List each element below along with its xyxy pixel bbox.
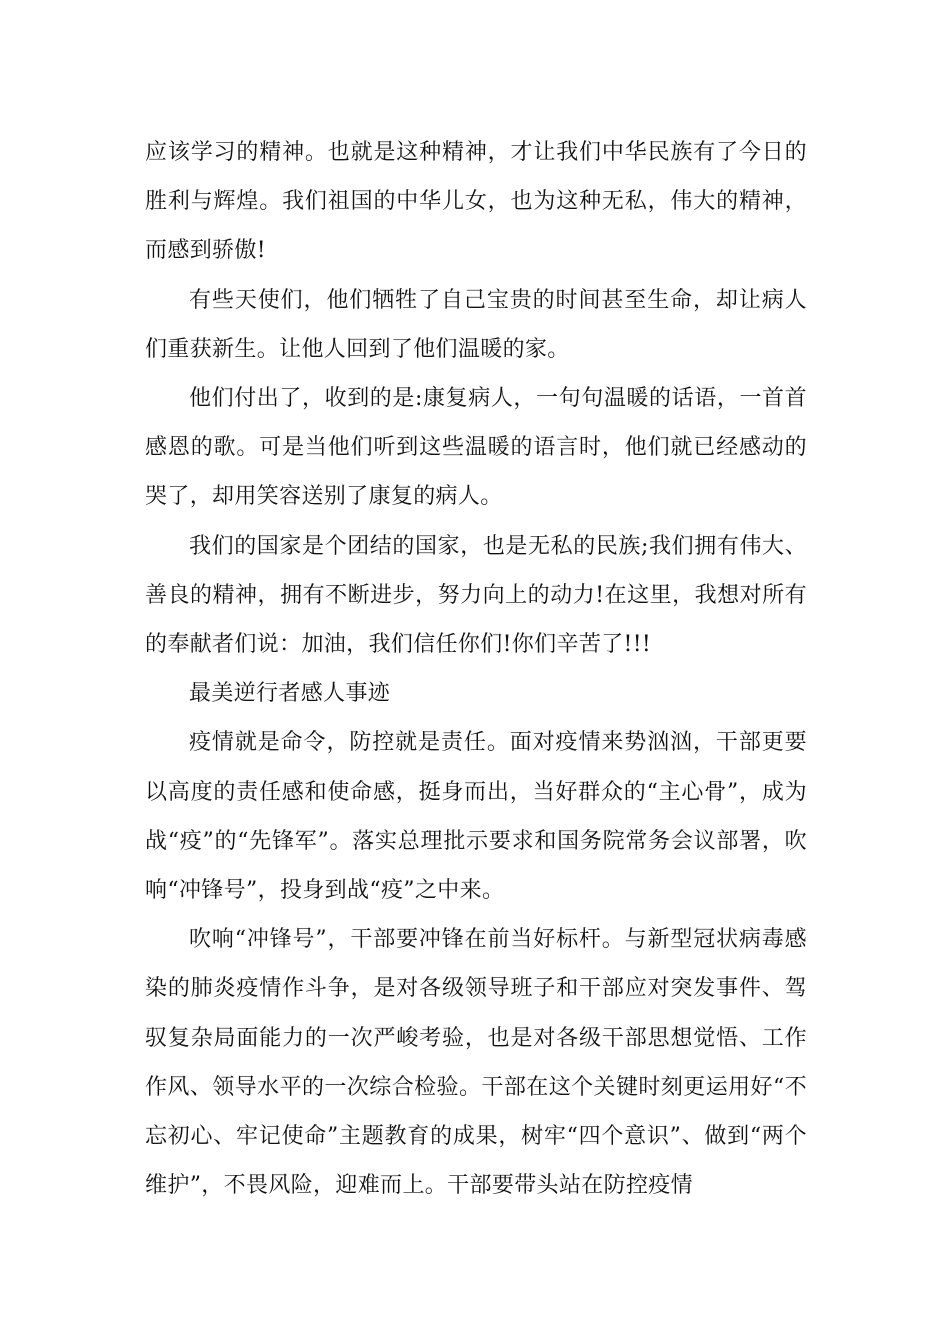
paragraph-4: 我们的国家是个团结的国家，也是无私的民族;我们拥有伟大、善良的精神，拥有不断进步，努力向上的动力!在这里，我想对所有的奉献者们说：加油，我们信任你们!你们辛苦了!!!	[145, 533, 807, 658]
paragraph-6: 吹响“冲锋号”，干部要冲锋在前当好标杆。与新型冠状病毒感染的肺炎疫情作斗争，是对各级领导班子和干部应对突发事件、驾驭复杂局面能力的一次严峻考验，也是对各级干部思想觉悟、工作作风、领导水平的一次综合检验。干部在这个关键时刻更运用好“不忘初心、牢记使命”主题教育的成果，树牢“四个意识”、做到“两个维护”，不畏风险，迎难而上。干部要带头站在防控疫情	[145, 927, 807, 1199]
document-body	[145, 128, 807, 1210]
paragraph-2: 有些天使们，他们牺牲了自己宝贵的时间甚至生命，却让病人们重获新生。让他人回到了他们温暖的家。	[145, 287, 807, 362]
paragraph-5: 疫情就是命令，防控就是责任。面对疫情来势汹汹，干部更要以高度的责任感和使命感，挺身而出，当好群众的“主心骨”，成为战“疫”的“先锋军”。落实总理批示要求和国务院常务会议部署，吹响“冲锋号”，投身到战“疫”之中来。	[145, 730, 807, 904]
paragraph-1: 应该学习的精神。也就是这种精神，才让我们中华民族有了今日的胜利与辉煌。我们祖国的中华儿女，也为这种无私，伟大的精神，而感到骄傲!	[145, 140, 807, 264]
paragraph-3: 他们付出了，收到的是:康复病人，一句句温暖的话语，一首首感恩的歌。可是当他们听到这些温暖的语言时，他们就已经感动的哭了，却用笑容送别了康复的病人。	[145, 386, 807, 510]
section-heading: 最美逆行者感人事迹	[189, 681, 391, 707]
